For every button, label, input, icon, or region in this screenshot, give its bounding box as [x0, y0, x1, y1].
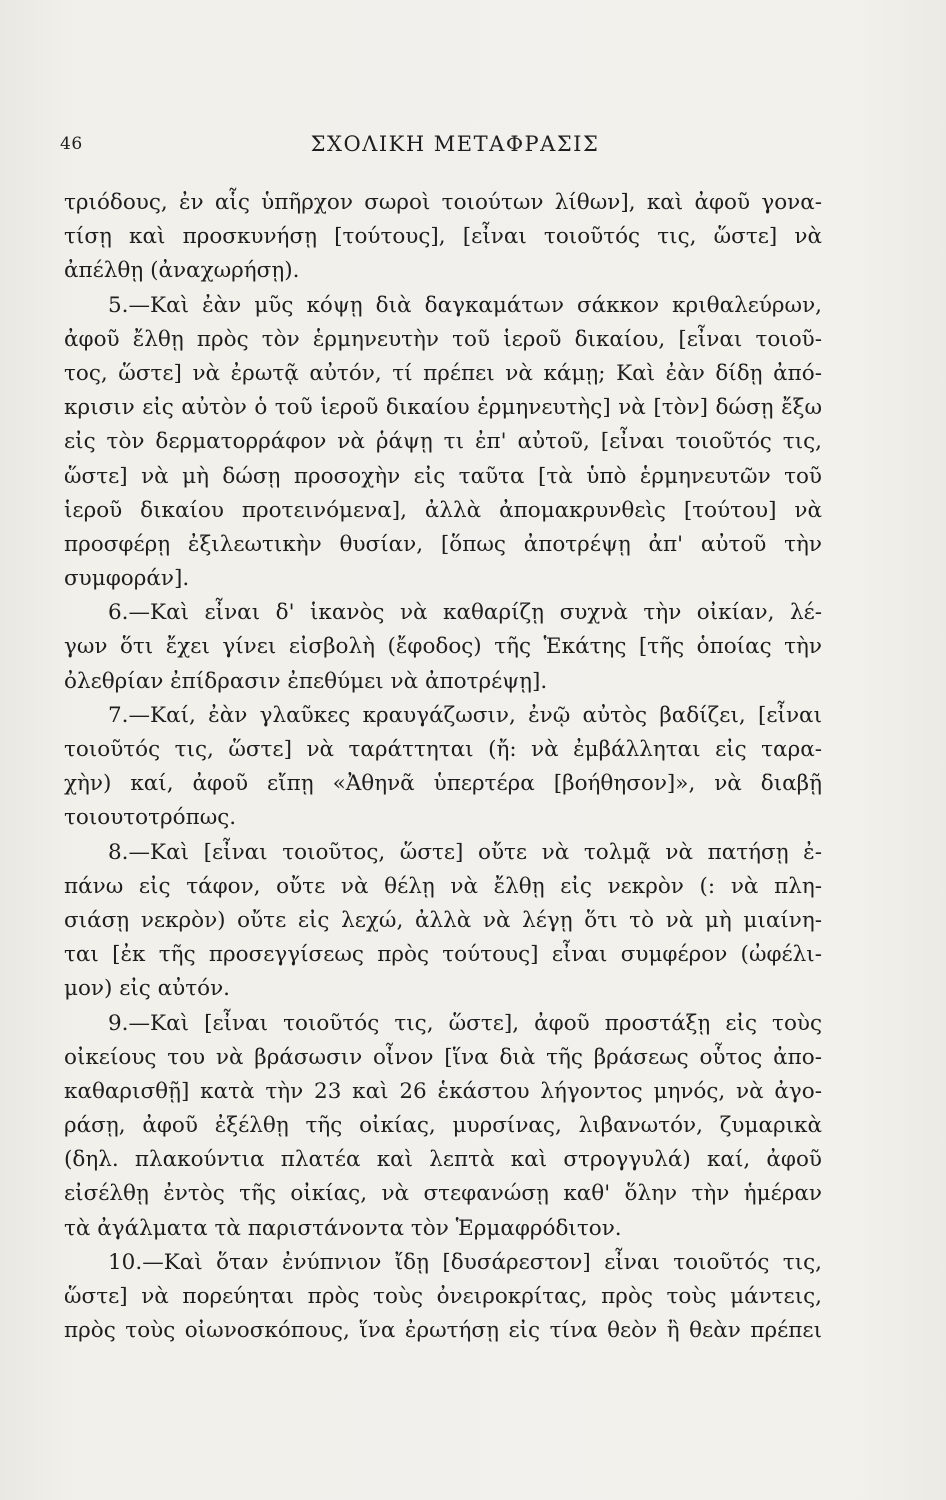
text-line: πρὸς τοὺς οἰωνοσκόπους, ἵνα ἐρωτήσῃ εἰς τίνα θεὸν ἢ θεὰν πρέπει	[64, 1318, 822, 1344]
text-line: καθαρισθῇ] κατὰ τὴν 23 καὶ 26 ἑκάστου λήγοντος μηνός, νὰ ἀγο-	[64, 1078, 822, 1104]
text-line: ὀλεθρίαν ἐπίδρασιν ἐπεθύμει νὰ ἀποτρέψῃ].	[64, 668, 548, 694]
text-line: τριόδους, ἐν αἷς ὑπῆρχον σωροὶ τοιούτων λίθων], καὶ ἀφοῦ γονα-	[64, 190, 822, 215]
text-line: τος, ὥστε] νὰ ἐρωτᾷ αὐτόν, τί πρέπει νὰ κάμῃ; Καὶ ἐὰν δίδῃ ἀπό-	[64, 360, 822, 386]
text-line: προσφέρῃ ἐξιλεωτικὴν θυσίαν, [ὅπως ἀποτρέψῃ ἀπ' αὐτοῦ τὴν	[64, 531, 822, 557]
text-line: μον) εἰς αὐτόν.	[64, 976, 230, 1002]
running-title: ΣΧΟΛΙΚΗ ΜΕΤΑΦΡΑΣΙΣ	[310, 132, 600, 156]
text-line: 9.—Καὶ [εἶναι τοιοῦτός τις, ὥστε], ἀφοῦ προστάξῃ εἰς τοὺς	[108, 1010, 822, 1036]
text-line: συμφοράν].	[64, 566, 190, 592]
text-line: πάνω εἰς τάφον, οὔτε νὰ θέλῃ νὰ ἔλθῃ εἰς νεκρὸν (: νὰ πλη-	[64, 873, 822, 899]
text-line: ράσῃ, ἀφοῦ ἐξέλθῃ τῆς οἰκίας, μυρσίνας, λιβανωτόν, ζυμαρικὰ	[64, 1113, 822, 1139]
text-line: 8.—Καὶ [εἶναι τοιοῦτος, ὥστε] οὔτε νὰ τολμᾷ νὰ πατήσῃ ἐ-	[108, 839, 822, 865]
text-line: σιάσῃ νεκρὸν) οὔτε εἰς λεχώ, ἀλλὰ νὰ λέγῃ ὅτι τὸ νὰ μὴ μιαίνη-	[64, 907, 822, 933]
text-line: κρισιν εἰς αὐτὸν ὁ τοῦ ἱεροῦ δικαίου ἑρμηνευτὴς] νὰ [τὸν] δώσῃ ἔξω	[64, 395, 822, 421]
text-line: εἰς τὸν δερματορράφον νὰ ῥάψῃ τι ἐπ' αὐτοῦ, [εἶναι τοιοῦτός τις,	[64, 429, 822, 455]
text-line: 5.—Καὶ ἐὰν μῦς κόψῃ διὰ δαγκαμάτων σάκκον κριθαλεύρων,	[108, 292, 822, 318]
body-text	[64, 186, 822, 1348]
page-header	[60, 128, 850, 162]
text-line: ἀπέλθῃ (ἀναχωρήσῃ).	[64, 258, 300, 284]
text-line: 6.—Καὶ εἶναι δ' ἱκανὸς νὰ καθαρίζῃ συχνὰ τὴν οἰκίαν, λέ-	[108, 600, 822, 626]
text-line: χὴν) καί, ἀφοῦ εἴπῃ «Ἀθηνᾶ ὑπερτέρα [βοήθησον]», νὰ διαβῇ	[64, 771, 822, 797]
text-line: γων ὅτι ἔχει γίνει εἰσβολὴ (ἔφοδος) τῆς Ἑκάτης [τῆς ὁποίας τὴν	[64, 634, 822, 660]
text-line: εἰσέλθῃ ἐντὸς τῆς οἰκίας, νὰ στεφανώσῃ καθ' ὅλην τὴν ἡμέραν	[64, 1181, 822, 1207]
text-line: τοιουτοτρόπως.	[64, 805, 237, 831]
text-line: 7.—Καί, ἐὰν γλαῦκες κραυγάζωσιν, ἐνῷ αὐτὸς βαδίζει, [εἶναι	[108, 702, 822, 728]
page-number: 46	[60, 134, 83, 154]
text-line: ἱεροῦ δικαίου προτεινόμενα], ἀλλὰ ἀπομακρυνθεὶς [τούτου] νὰ	[64, 497, 822, 523]
text-line: ἀφοῦ ἔλθῃ πρὸς τὸν ἑρμηνευτὴν τοῦ ἱεροῦ δικαίου, [εἶναι τοιοῦ-	[64, 326, 822, 352]
text-line: ὥστε] νὰ μὴ δώσῃ προσοχὴν εἰς ταῦτα [τὰ ὑπὸ ἑρμηνευτῶν τοῦ	[64, 463, 822, 489]
text-line: ὥστε] νὰ πορεύηται πρὸς τοὺς ὀνειροκρίτας, πρὸς τοὺς μάντεις,	[64, 1284, 822, 1309]
text-line: ται [ἐκ τῆς προσεγγίσεως πρὸς τούτους] εἶναι συμφέρον (ὠφέλι-	[64, 942, 822, 968]
text-line: τοιοῦτός τις, ὥστε] νὰ ταράττηται (ἤ: νὰ ἐμβάλληται εἰς ταρα-	[64, 737, 822, 762]
text-line: (δηλ. πλακούντια πλατέα καὶ λεπτὰ καὶ στρογγυλά) καί, ἀφοῦ	[64, 1147, 822, 1173]
text-line: 10.—Καὶ ὅταν ἐνύπνιον ἴδῃ [δυσάρεστον] εἶναι τοιοῦτός τις,	[108, 1249, 822, 1275]
text-line: τὰ ἀγάλματα τὰ παριστάνοντα τὸν Ἑρμαφρόδιτον.	[64, 1215, 622, 1241]
text-line: τίσῃ καὶ προσκυνήσῃ [τούτους], [εἶναι τοιοῦτός τις, ὥστε] νὰ	[64, 224, 822, 250]
text-line: οἰκείους του νὰ βράσωσιν οἶνον [ἵνα διὰ τῆς βράσεως οὗτος ἀπο-	[64, 1044, 822, 1070]
